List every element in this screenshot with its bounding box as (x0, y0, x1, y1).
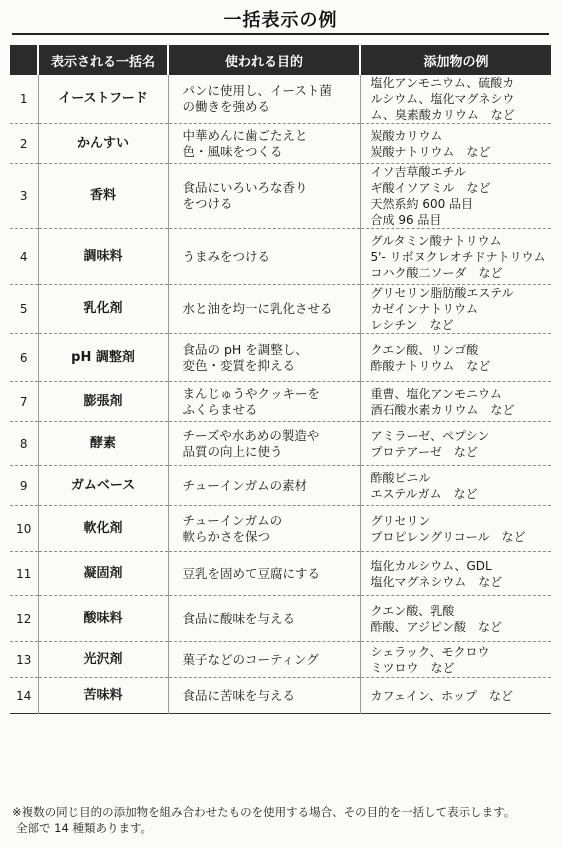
additive-category-name: 乳化剤 (38, 285, 168, 334)
row-number: 1 (10, 75, 38, 124)
example-additives (360, 596, 551, 642)
purpose-line: 水と油を均一に乳化させる (182, 301, 333, 316)
table-row (10, 229, 551, 285)
example-line: ギ酸イソアミル など (370, 181, 491, 195)
example-line: ミツロウ など (370, 660, 455, 675)
table-row (10, 124, 551, 164)
additive-category-name: イーストフード (38, 75, 168, 124)
purpose-line: 菓子などのコーティング (182, 651, 319, 667)
additive-category-name: 香料 (38, 164, 168, 229)
purpose-line: をつける (182, 196, 233, 211)
example-line: 酢酸、アジピン酸 など (370, 619, 503, 634)
additive-category-name: 調味料 (38, 229, 168, 285)
usage-purpose (168, 124, 360, 164)
footnote-line-1: ※複数の同じ目的の添加物を組み合わせたものを使用する場合、その目的を一括して表示します。 (12, 805, 516, 819)
example-additives (360, 678, 551, 714)
example-line: グルタミン酸ナトリウム (370, 233, 502, 248)
purpose-line: 食品に苦味を与える (182, 687, 296, 703)
example-line: コハク酸二ソーダ など (370, 265, 503, 280)
row-number: 2 (10, 124, 38, 164)
example-line: プロテアーゼ など (370, 444, 478, 459)
example-line: カフェイン、ホップ など (370, 688, 513, 703)
row-number: 4 (10, 229, 38, 285)
row-number: 6 (10, 334, 38, 382)
usage-purpose (168, 164, 360, 229)
additive-category-name: 酵素 (38, 422, 168, 466)
row-number: 13 (10, 642, 38, 678)
additive-category-name: 凝固剤 (38, 552, 168, 596)
example-additives (360, 642, 551, 678)
table-row (10, 285, 551, 334)
table-row (10, 596, 551, 642)
page-title: 一括表示の例 (223, 10, 338, 31)
table-row (10, 422, 551, 466)
title-underline (12, 33, 549, 35)
usage-purpose (168, 466, 360, 506)
purpose-line: チーズや水あめの製造や (182, 427, 320, 443)
example-line: グリセリン脂肪酸エステル (370, 286, 514, 300)
header-name: 表示される一括名 (38, 45, 168, 75)
purpose-line: パンに使用し、イースト菌 (182, 83, 332, 98)
table-row (10, 642, 551, 678)
row-number: 5 (10, 285, 38, 334)
usage-purpose (168, 552, 360, 596)
example-additives (360, 552, 551, 596)
example-line: ム、臭素酸カリウム など (370, 108, 515, 122)
header-examples: 添加物の例 (360, 45, 551, 75)
example-additives (360, 422, 551, 466)
additive-category-name: 軟化剤 (38, 506, 168, 552)
usage-purpose (168, 382, 360, 422)
example-line: 炭酸カリウム (370, 128, 443, 143)
example-line: 天然系約 600 品目 (370, 197, 474, 211)
header-purpose: 使われる目的 (168, 45, 360, 75)
example-additives (360, 75, 551, 124)
usage-purpose (168, 422, 360, 466)
usage-purpose (168, 75, 360, 124)
row-number: 9 (10, 466, 38, 506)
usage-purpose (168, 506, 360, 552)
usage-purpose (168, 596, 360, 642)
additive-category-name: pH 調整剤 (38, 334, 168, 382)
example-line: グリセリン (370, 513, 431, 528)
example-line: 合成 96 品目 (370, 213, 442, 227)
table-row (10, 506, 551, 552)
purpose-line: 中華めんに歯ごたえと (182, 127, 308, 143)
table-row (10, 334, 551, 382)
row-number: 11 (10, 552, 38, 596)
purpose-line: 色・風味をつくる (182, 143, 283, 159)
table-row (10, 466, 551, 506)
table-row (10, 382, 551, 422)
purpose-line: うまみをつける (182, 248, 271, 264)
purpose-line: 食品の pH を調整し、 (182, 341, 308, 357)
example-line: 塩化カルシウム、GDL (370, 558, 492, 573)
footnote-line-2: 全部で 14 種類あります。 (16, 821, 153, 835)
usage-purpose (168, 678, 360, 714)
additive-category-name: 酸味料 (38, 596, 168, 642)
purpose-line: チューインガムの (182, 512, 283, 528)
purpose-line: 軟らかさを保つ (182, 528, 271, 544)
table-row (10, 678, 551, 714)
additive-category-name: 苦味料 (38, 678, 168, 714)
purpose-line: ふくらませる (182, 401, 258, 417)
table-row (10, 164, 551, 229)
additive-category-name: 膨張剤 (38, 382, 168, 422)
footnote (12, 804, 557, 836)
purpose-line: の働きを強める (182, 99, 271, 114)
usage-purpose (168, 285, 360, 334)
additive-category-name: かんすい (38, 124, 168, 164)
example-additives (360, 285, 551, 334)
example-line: 炭酸ナトリウム など (370, 144, 491, 159)
example-line: クエン酸、乳酸 (370, 603, 455, 618)
header-num (10, 45, 38, 75)
example-line: カゼインナトリウム (370, 302, 479, 316)
example-line: ルシウム、塩化マグネシウ (370, 92, 515, 106)
table-header (10, 45, 551, 75)
example-line: 塩化マグネシウム など (370, 574, 503, 589)
usage-purpose (168, 642, 360, 678)
example-line: プロピレングリコール など (370, 529, 526, 544)
example-line: アミラーゼ、ペプシン (370, 428, 490, 443)
additive-category-name: 光沢剤 (38, 642, 168, 678)
table-row (10, 75, 551, 124)
example-additives (360, 466, 551, 506)
example-line: 塩化アンモニウム、硫酸カ (370, 76, 515, 90)
additive-category-name: ガムベース (38, 466, 168, 506)
usage-purpose (168, 229, 360, 285)
example-additives (360, 164, 551, 229)
row-number: 7 (10, 382, 38, 422)
example-line: エステルガム など (370, 486, 478, 501)
example-line: 重曹、塩化アンモニウム (370, 386, 502, 401)
purpose-line: 品質の向上に使う (182, 443, 283, 459)
row-number: 14 (10, 678, 38, 714)
row-number: 12 (10, 596, 38, 642)
example-line: シェラック、モクロウ (370, 644, 490, 659)
example-line: クエン酸、リンゴ酸 (370, 342, 479, 357)
usage-purpose (168, 334, 360, 382)
purpose-line: 食品にいろいろな香り (182, 180, 308, 195)
example-additives (360, 229, 551, 285)
purpose-line: 豆乳を固めて豆腐にする (182, 565, 321, 581)
row-number: 8 (10, 422, 38, 466)
row-number: 10 (10, 506, 38, 552)
purpose-line: 食品に酸味を与える (182, 610, 296, 626)
example-additives (360, 506, 551, 552)
example-additives (360, 382, 551, 422)
purpose-line: チューインガムの素材 (182, 477, 308, 493)
example-line: 酢酸ナトリウム など (370, 358, 491, 373)
example-line: 5'- リボヌクレオチドナトリウム (370, 249, 546, 264)
example-line: レシチン など (370, 318, 454, 332)
purpose-line: まんじゅうやクッキーを (182, 385, 321, 401)
example-line: 酒石酸水素カリウム など (370, 402, 515, 417)
table-body (10, 75, 551, 714)
purpose-line: 変色・変質を抑える (182, 357, 296, 373)
row-number: 3 (10, 164, 38, 229)
example-line: 酢酸ビニル (370, 470, 431, 485)
additive-table (10, 45, 551, 714)
example-line: イソ吉草酸エチル (370, 165, 466, 179)
example-additives (360, 334, 551, 382)
table-row (10, 552, 551, 596)
example-additives (360, 124, 551, 164)
